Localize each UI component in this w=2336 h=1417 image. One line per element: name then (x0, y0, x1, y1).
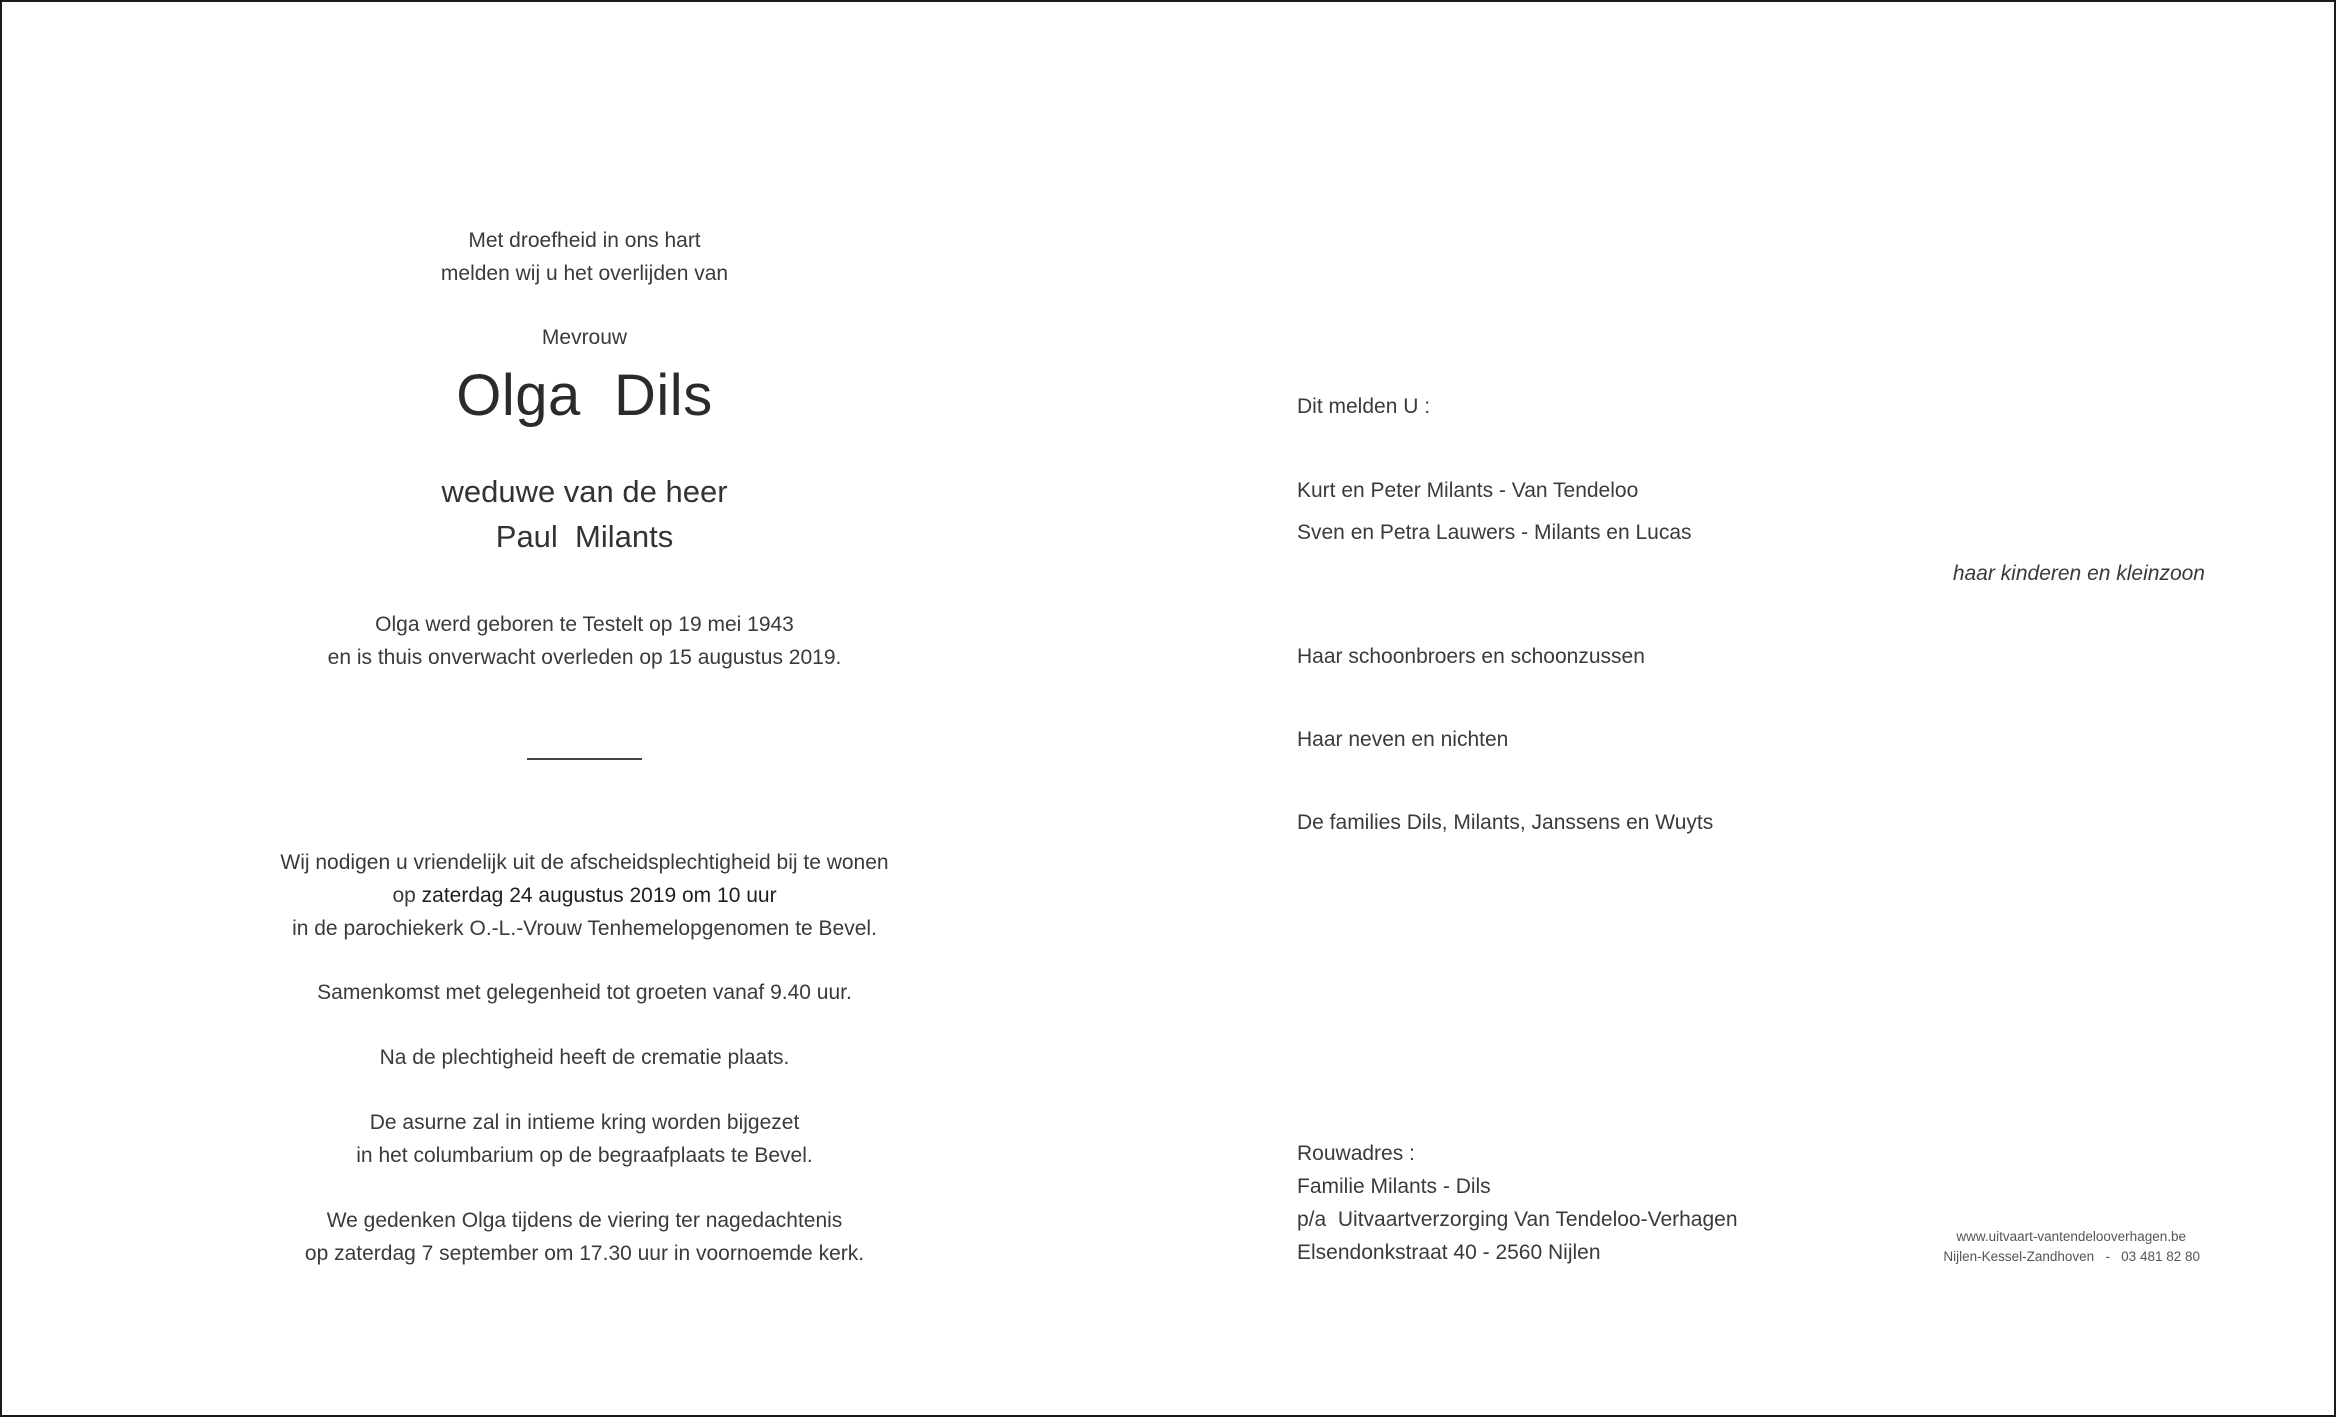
invite-line-1: Wij nodigen u vriendelijk uit de afscheidsplechtigheid bij te wonen (280, 851, 889, 874)
urn-line-1: De asurne zal in intieme kring worden bijgezet (369, 1111, 800, 1134)
intro-line-1: Met droefheid in ons hart (468, 229, 701, 252)
family-note: haar kinderen en kleinzoon (1952, 562, 2205, 585)
cousins-line: Haar neven en nichten (1297, 728, 1509, 751)
salutation: Mevrouw (541, 326, 628, 349)
invite-line-3: in de parochiekerk O.-L.-Vrouw Tenhemelopgenomen te Bevel. (292, 917, 877, 940)
widow-line-2: Paul Milants (495, 519, 674, 554)
divider-line (527, 758, 642, 760)
address-line-2: p/a Uitvaartverzorging Van Tendeloo-Verhagen (1297, 1208, 1738, 1231)
footer-contact: Nijlen-Kessel-Zandhoven - 03 481 82 80 (1943, 1249, 2200, 1264)
ceremony-date: zaterdag 24 augustus 2019 om 10 uur (421, 884, 777, 907)
footer-url: www.uitvaart-vantendelooverhagen.be (1956, 1229, 2186, 1244)
birth-line-2: en is thuis onverwacht overleden op 15 augustus 2019. (327, 646, 842, 669)
address-line-3: Elsendonkstraat 40 - 2560 Nijlen (1297, 1241, 1601, 1264)
announce-heading: Dit melden U : (1297, 395, 1431, 418)
birth-line-1: Olga werd geboren te Testelt op 19 mei 1943 (375, 613, 794, 636)
address-label: Rouwadres : (1297, 1142, 1415, 1165)
address-line-1: Familie Milants - Dils (1297, 1175, 1491, 1198)
deceased-name: Olga Dils (456, 363, 713, 428)
cremation-note: Na de plechtigheid heeft de crematie plaats. (379, 1046, 790, 1069)
invite-prefix: op (392, 884, 422, 907)
urn-line-2: in het columbarium op de begraafplaats te Bevel. (356, 1144, 813, 1167)
gathering-note: Samenkomst met gelegenheid tot groeten vanaf 9.40 uur. (317, 981, 852, 1004)
memorial-line-2: op zaterdag 7 september om 17.30 uur in voornoemde kerk. (304, 1242, 865, 1265)
intro-line-2: melden wij u het overlijden van (440, 262, 729, 285)
left-panel (0, 0, 1169, 1413)
families-line: De families Dils, Milants, Janssens en Wuyts (1297, 811, 1714, 834)
invite-line-2 (0, 879, 1169, 912)
family-line-2: Sven en Petra Lauwers - Milants en Lucas (1297, 521, 1692, 544)
memorial-line-1: We gedenken Olga tijdens de viering ter nagedachtenis (326, 1209, 843, 1232)
family-line-1: Kurt en Peter Milants - Van Tendeloo (1297, 479, 1639, 502)
widow-line-1: weduwe van de heer (441, 474, 728, 509)
inlaws-line: Haar schoonbroers en schoonzussen (1297, 645, 1645, 668)
